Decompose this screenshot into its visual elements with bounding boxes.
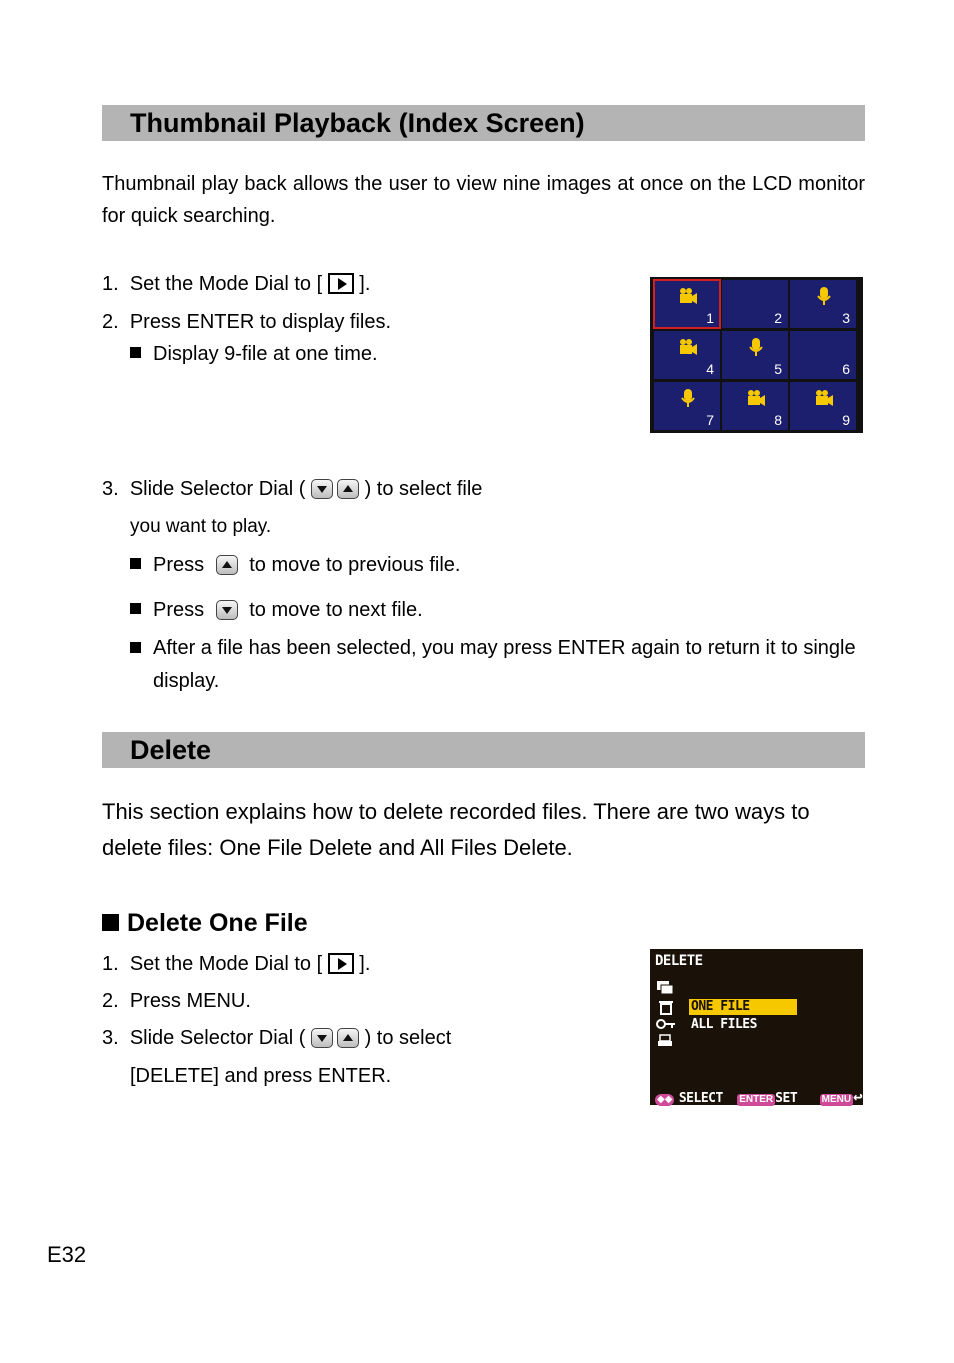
movie-camera-icon xyxy=(746,388,766,408)
up-arrow-key-icon xyxy=(337,1028,359,1048)
thumbnail-number: 2 xyxy=(774,310,782,326)
section-title: Delete xyxy=(130,735,212,765)
microphone-icon xyxy=(814,286,834,306)
thumbnail-cell[interactable] xyxy=(722,382,788,430)
bullet-square-icon xyxy=(130,347,141,358)
thumbnail-number: 6 xyxy=(842,361,850,377)
return-arrow-icon: ↩ xyxy=(853,1087,863,1106)
delete-step-1: 1. Set the Mode Dial to [ ]. xyxy=(102,953,371,975)
delete-step-3: 3. Slide Selector Dial ( ) to select xyxy=(102,1027,452,1049)
bullet-previous-file: Press to move to previous file. xyxy=(130,553,460,577)
menu-side-icons xyxy=(655,979,677,1049)
step-3: 3. Slide Selector Dial ( ) to select file xyxy=(102,478,483,500)
bullet-return-single: After a file has been selected, you may press ENTER again to return it to single display. xyxy=(130,632,865,698)
thumbnail-cell[interactable] xyxy=(654,382,720,430)
thumbnail-number: 4 xyxy=(706,361,714,377)
bullet-square-icon xyxy=(130,603,141,614)
bullet-square-icon xyxy=(130,558,141,569)
movie-camera-icon xyxy=(678,286,698,306)
selector-dial-icon: ◆◆ xyxy=(657,1094,673,1105)
bullet-square-icon xyxy=(130,642,141,653)
bullet-square-icon xyxy=(102,914,119,931)
menu-option-one-file: ONE FILE xyxy=(691,999,750,1014)
thumbnail-number: 5 xyxy=(774,361,782,377)
step-3-continued: you want to play. xyxy=(130,516,272,537)
thumbnail-cell[interactable] xyxy=(654,331,720,379)
thumbnail-number: 9 xyxy=(842,412,850,428)
section-header-thumbnail-playback xyxy=(102,105,865,141)
delete-step-3-continued: [DELETE] and press ENTER. xyxy=(130,1065,392,1087)
movie-camera-icon xyxy=(678,337,698,357)
bullet-display-9: Display 9-file at one time. xyxy=(130,342,378,366)
printer-icon xyxy=(658,1035,672,1046)
thumbnail-number: 7 xyxy=(706,412,714,428)
step-1: 1. Set the Mode Dial to [ ]. xyxy=(102,273,371,295)
menu-title: DELETE xyxy=(655,953,703,969)
bullet-next-file: Press to move to next file. xyxy=(130,598,423,622)
thumbnail-cell[interactable] xyxy=(722,331,788,379)
menu-option-all-files: ALL FILES xyxy=(691,1017,757,1032)
intro-paragraph: Thumbnail play back allows the user to view nine images at once on the LCD monitor for quick searching. xyxy=(102,173,865,227)
delete-step-2: 2. Press MENU. xyxy=(102,990,251,1012)
play-mode-icon xyxy=(328,953,354,974)
microphone-icon xyxy=(678,388,698,408)
play-mode-icon xyxy=(328,273,354,294)
step-2: 2. Press ENTER to display files. xyxy=(102,311,392,333)
thumbnail-number: 3 xyxy=(842,310,850,326)
playback-files-icon xyxy=(657,981,673,994)
thumbnail-cell[interactable] xyxy=(790,280,856,328)
menu-footer: ◆◆ SELECT ENTER SET MENU ↩ xyxy=(657,1087,863,1106)
page-number: E32 xyxy=(47,1242,87,1267)
thumbnail-number: 1 xyxy=(706,310,714,326)
delete-intro-paragraph: This section explains how to delete recorded files. There are two ways to delete files: One File Delete and All Files Delete. xyxy=(102,799,810,860)
subsection-delete-one-file: Delete One File xyxy=(102,908,308,938)
thumbnail-cell[interactable] xyxy=(790,382,856,430)
thumbnail-cell[interactable] xyxy=(722,280,788,328)
enter-badge: ENTER xyxy=(739,1094,774,1105)
up-arrow-key-icon xyxy=(216,555,238,575)
section-header-delete xyxy=(102,732,865,768)
microphone-icon xyxy=(746,337,766,357)
thumbnail-number: 8 xyxy=(774,412,782,428)
thumbnail-grid xyxy=(650,277,863,433)
key-icon xyxy=(657,1020,675,1028)
thumbnail-cell[interactable] xyxy=(790,331,856,379)
down-arrow-key-icon xyxy=(311,479,333,499)
down-arrow-key-icon xyxy=(216,600,238,620)
section-title: Thumbnail Playback (Index Screen) xyxy=(130,108,585,138)
menu-badge: MENU xyxy=(821,1094,852,1105)
up-arrow-key-icon xyxy=(337,479,359,499)
thumbnail-cell[interactable] xyxy=(654,280,720,328)
movie-camera-icon xyxy=(814,388,834,408)
trash-icon xyxy=(659,1001,673,1014)
delete-menu-screen xyxy=(650,949,863,1105)
down-arrow-key-icon xyxy=(311,1028,333,1048)
